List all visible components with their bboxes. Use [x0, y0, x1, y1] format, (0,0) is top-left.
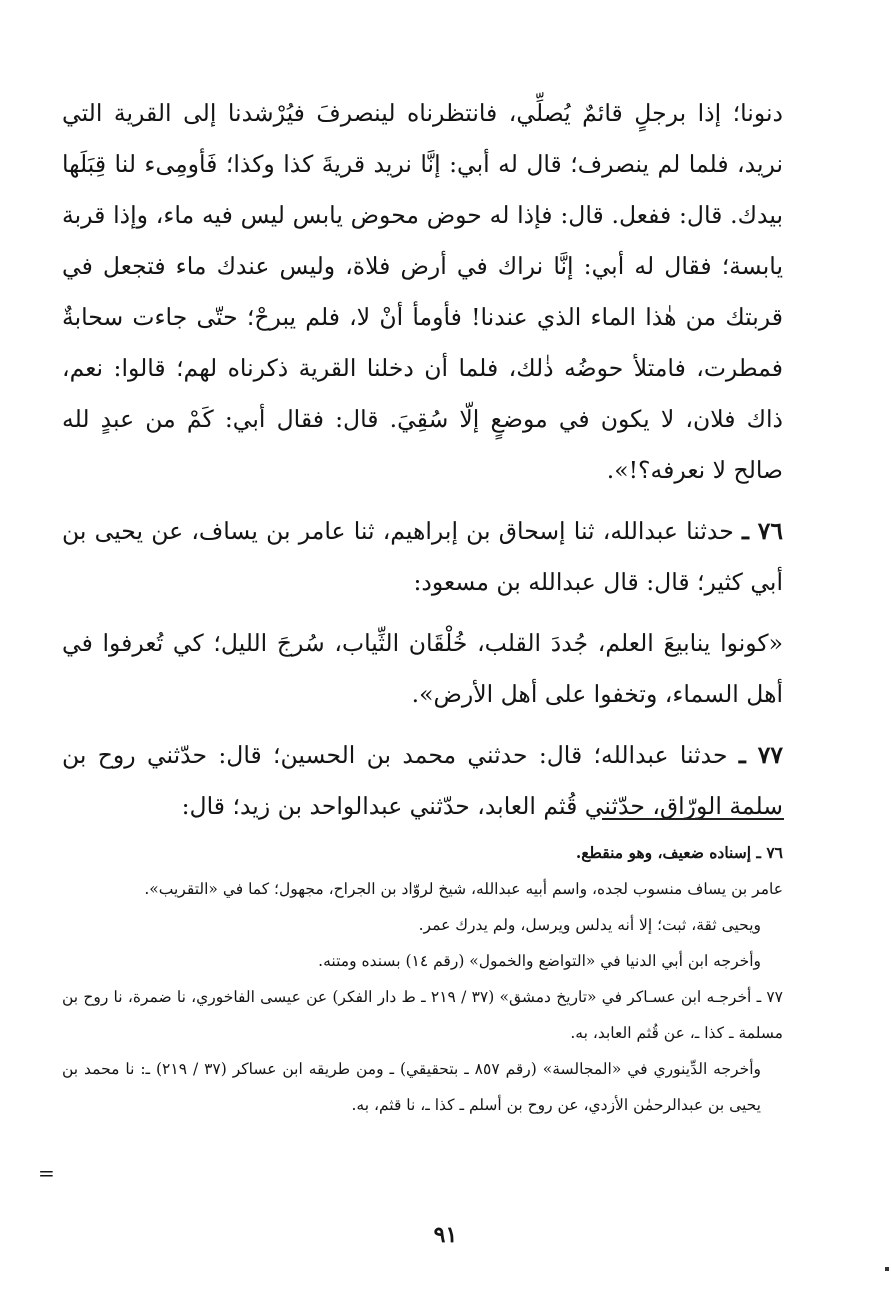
footnote-line: ٧٦ ـ إسناده ضعيف، وهو منقطع. [575, 843, 783, 862]
page-number: ٩١ [433, 1222, 458, 1248]
quote-paragraph: «كونوا ينابيعَ العلم، جُددَ القلب، خُلْقَان الثِّياب، سُرجَ الليل؛ كي تُعرفوا في أهل السماء، وتخفوا على أهل الأرض». [62, 629, 783, 708]
paragraph: دنونا؛ إذا برجلٍ قائمٌ يُصلِّي، فانتظرناه لينصرفَ فيُرْشدنا إلى القرية التي نريد، فلما لم ينصرف؛ قال له أبي: إنَّا نريد قريةَ كذا وكذا؛ فَأومِىء لنا قِبَلَها بيدك. قال: ففعل. قال: فإذا له حوض محوض يابس ليس فيه ماء، وإذا قربة يابسة؛ فقال له أبي: إنَّا نراك في أرض فلاة، وليس عندك ماء فتجعل في قربتك من هٰذا الماء الذي عندنا! فأومأ أنْ لا، فلم يبرحْ؛ حتّى جاءت سحابةٌ فمطرت، فامتلأ حوضُه ذٰلك، فلما أن دخلنا القرية ذكرناه لهم؛ قالوا: نعم، ذاك فلان، لا يكون في موضعٍ إلّا سُقِيَ. قال: فقال أبي: كَمْ من عبدٍ لله صالح لا نعرفه؟!». [62, 99, 783, 484]
paragraph-76 [62, 506, 783, 608]
footnote-line: عامر بن يساف منسوب لجده، واسم أبيه عبدالله، شيخ لروّاد بن الجراح، مجهول؛ كما في «التقريب». [144, 880, 783, 898]
main-text [62, 88, 783, 832]
hadith-text: حدثنا عبدالله؛ قال: حدثني محمد بن الحسين؛ قال: حدّثني روح بن سلمة الورّاق، حدّثني قُثم العابد، حدّثني عبدالواحد بن زيد؛ قال: [62, 741, 783, 820]
hadith-text: حدثنا عبدالله، ثنا إسحاق بن إبراهيم، ثنا عامر بن يساف، عن يحيى بن أبي كثير؛ قال: قال عبدالله بن مسعود: [62, 517, 783, 596]
paragraph-77 [62, 730, 783, 832]
footnote-line: وأخرجه ابن أبي الدنيا في «التواضع والخمول» (رقم ١٤) بسنده ومتنه. [318, 952, 761, 970]
footnote-line: ويحيى ثقة، ثبت؛ إلا أنه يدلس ويرسل، ولم يدرك عمر. [418, 916, 761, 934]
scan-speck [885, 1267, 889, 1271]
continuation-mark: = [38, 1161, 55, 1185]
footnote-line: ٧٧ ـ أخرجـه ابن عسـاكر في «تاريخ دمشق» (٣٧ / ٢١٩ ـ ط دار الفكر) عن عيسى الفاخوري، نا ضمرة، نا روح بن مسلمة ـ كذا ـ، عن قُثم العابد، به. [62, 988, 784, 1042]
footnotes [62, 835, 783, 1123]
footnote-divider [602, 818, 784, 820]
hadith-number: ٧٧ ـ [738, 741, 783, 769]
hadith-number: ٧٦ ـ [741, 517, 783, 545]
footnote-line: وأخرجه الدِّينوري في «المجالسة» (رقم ٨٥٧ ـ بتحقيقي) ـ ومن طريقه ابن عساكر (٣٧ / ٢١٩) ـ: نا محمد بن يحيى بن عبدالرحمٰن الأزدي، عن روح بن أسلم ـ كذا ـ، نا قثم، به. [62, 1060, 761, 1114]
